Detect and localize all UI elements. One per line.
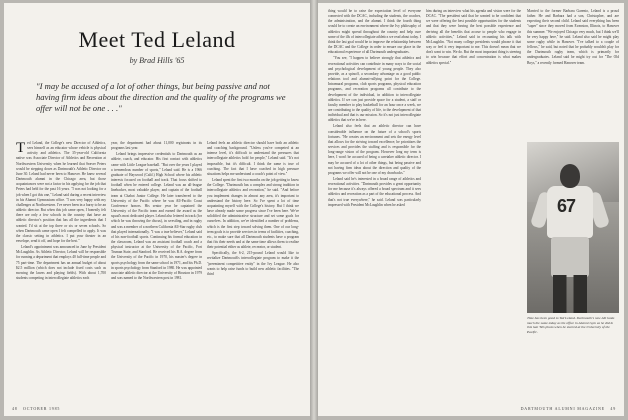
left-column-2 — [111, 141, 202, 404]
right-footer — [521, 406, 616, 411]
right-column-1 — [328, 9, 421, 404]
football-player-photo — [527, 142, 619, 313]
right-column-2 — [426, 9, 521, 404]
right-page — [318, 3, 624, 416]
right-column-3 — [527, 9, 619, 137]
page-number: 49 — [610, 406, 616, 411]
left-column-1 — [16, 141, 106, 404]
paragraph: "You see, "I happen to believe strongly that athletics and recreational activities can contribute in many ways to the social and psychological development of young people. They also provide, as a spinoff, a secondary advantage as a good public relations tool and alumni-rallying point for the College. Intramural programs, club sports programs, physical education programs, and recreation programs all contribute to the development of the individual, in addition to intercollegiate athletics. If we can just provide space for a student, a staff or faculty member to play basketball for an hour once a week, we are contributing to the quality of life, to the development of that individual and that is our mission. So it's not just intercollegiate athletics that we're in here. — [328, 56, 421, 123]
pull-quote: "I may be accused of a lot of other things, but being passive and not having firm ideas about the direction and the quality of the programs we offer will not be one . . ." — [36, 81, 286, 113]
drop-cap: T — [16, 141, 26, 156]
paragraph: Married to the former Barbara Garenio, Leland is a proud father. He and Barbara had a son, Christopher, and are expecting their second child. Leland said everything has been "super" since they moved from Evanston, Illinois, to Hanover this summer. "We enjoyed Chicago very much, but I think we'll be very happy here," he said. Leland also said he might play some rugby while in Hanover. "I've talked to a couple of fellows," he said, but noted that he probably wouldn't play for the Dartmouth rugby team, which is primarily for undergraduates. Leland said he might try out for "The Old Boys," a recently formed Hanover team. — [527, 9, 619, 65]
paragraph: him during an interview what his agenda and vision were for the DCAC. "The president said that he wanted to be confident that we were offering the best possible opportunities for the students and that they were having the best possible experience and deriving all the benefits that accrue to people who engage in athletic activities," Leland said in recounting his talk with McLaughlin. "Not many college presidents would phrase it that way or feel it very important to me. This doesn't mean that we don't want to win. We do. But the most important thing is steering to win because that effort and concentration is what makes athletics special." — [426, 9, 521, 65]
paragraph: year, the department had about 11,000 registrants in its programs last year. — [111, 141, 202, 151]
paragraph: Leland also feels that an athletic director can have considerable influence on the future of a school's sports fortunes. "He creates an environment and sets the energy level that allows for the striving toward excellence; he prioritizes the services and provides the staffing and is responsible for the long-range vision of the program. However long my term is here, I won't be accused of being a caretaker athletic director. I may be accused of a lot of other things, but being passive and not having firm ideas about the direction and quality of the programs we offer will not be one of my drawbacks." — [328, 124, 421, 175]
article-title: Meet Ted Leland — [78, 27, 236, 52]
issue-date: OCTOBER 1985 — [23, 406, 61, 411]
spine-gutter — [310, 0, 318, 420]
paragraph: Leland spent the first two months on the job getting to know the College. "Dartmouth has a complex and strong tradition in intercollegiate athletics and recreation," he said. "And before you implement changes in almost any area, it's important to understand the history here. So I've spent a lot of time acquainting myself with the College's history. But I think we have already made some progress since I've been here. We've solidified the administrative structure and set some goals for ourselves. In addition, we've identified a number of problems, which is the first step toward solving them. One of our long-term goals is to provide services in terms of facilities, coaching, etc., to make sure that all Dartmouth students have a program that fits their needs and at the same time allows them to realize their potential either as athlete, recreator, or student. — [207, 178, 299, 250]
page-number: 48 — [12, 406, 18, 411]
player-pants — [551, 237, 589, 277]
paragraph — [16, 141, 106, 244]
left-column-3 — [207, 141, 299, 404]
article-byline: by Brad Hills '65 — [129, 56, 185, 65]
jersey-number: 67 — [557, 196, 576, 216]
paragraph: Leland brings impressive credentials to Dartmouth as an athlete, coach, and educator. His first contact with athletics came with Little League baseball. "But over the years I played a tremendous number of sports," Leland said. He is a 1966 graduate of Haywood (Calif.) High School where his athletic interests focused on football and track. That focus shifted to football when he entered college. Leland was an all-league linebacker, most valuable player, and captain of the football team at Chabot Junior College. He later transferred to the University of the Pacific where he was All-Pacific Coast Conference honors. His senior year he captained the University of the Pacific team and earned the award as the squad's most dedicated player. Leland also lettered in track (for which he was throwing the discus), in wrestling, and in rugby and was a member of a northern California All-Star rugby club that played internationally. "I was a true believer," Leland said of his non-football sports. Continuing his formal education in the classroom, Leland was an assistant football coach and a physical instructor at the University of the Pacific, Fort Truman State, and Stanford. He received his B.A. degree from the University of the Pacific in 1970, his master's degree in sports psychology from the same school in 1971, and his Ph.D. in sports psychology from Stanford in 1980. He was appointed associate athletic director at the University of Houston in 1979 and was named to the Northwestern post in 1981. — [111, 152, 202, 281]
paragraph: Leland's appointment was announced in June by President McLaughlin. As Athletic Director, Leland will be responsible for running a department that employs 40 full-time people and 75 part-time. The department has an annual budget of about $2.5 million (which does not include fixed costs such as mowing the lawns and playing fields). With about 1,700 students competing in intercollegiate athletics each — [16, 245, 106, 281]
paragraph: thing would be to raise the expectation level of everyone connected with the DCAC, including the students, the coaches, the administration, and the alumni. I think the fourth thing would be to create an environment where the Ivy philosophy of athletics might spread throughout the country and help cure some of the ills of intercollegiate athletics we read about today. I think the last goal would be to improve the relationship between the DCAC and the College in order to ensure our place in the educational experience of all Dartmouth undergraduates. — [328, 9, 421, 55]
paragraph: Specifically, the 6-2, 215-pound Leland would like to revitalize Dartmouth's intercollegiate program to make it the "preeminent competitive entity" in the Ivy League. He also wants to help raise funds to build new athletic facilities. "The third — [207, 251, 299, 276]
player-head — [560, 164, 580, 188]
paragraph: Leland said he's interested in a broad range of athletics and recreational activities. "Dartmouth provides a great opportunity for me because it's always offered a broad spectrum and it sees athletics and recreation as a part of the educational process. And that's not true everywhere," he said. Leland was particularly impressed with President McLaughlin when he asked — [328, 177, 421, 207]
paragraph: Leland feels an athletic director should have both an athletic and coaching background. "Unless you've competed at an intense level, it's difficult to understand the pressures that intercollegiate athletics hold for people," Leland said. "It's not impossible, but it's difficult. I think the same is true of coaching. The fact that I have coached in high pressure situations helps me understand a coach's point of view." — [207, 141, 299, 176]
player-legs — [553, 275, 587, 313]
left-page — [4, 3, 310, 416]
magazine-name: DARTMOUTH ALUMNI MAGAZINE — [520, 406, 605, 411]
photo-caption: Time has been good to Ted Leland. Dartmouth's new AD looks much the same today as his office in Alumni Gym as he did in this late '60s photo when he starred at the University of the Pacific. — [527, 316, 615, 334]
left-footer — [12, 406, 60, 411]
paragraph-text: ed Leland, the College's new Director of Athletics, sees himself as an educator whose vehicle is physical activity and athletics. The 35-year-old California native was Associate Director of Athletics and Recreation at Northwestern University when he learned that Seaver Peters would be stepping down as Dartmouth's Athletic Director on June 30. Leland had never been to Hanover. He knew several Dartmouth alumni in the Chicago area, but those acquaintances were not a factor in his applying for the job that Peters had held for the past 16 years. "I was not looking for a job when I got this one," Leland said during a recent interview in his Alumni Gymnasium office. "I was very happy with my challenges at Northwestern. I've never been in a hurry to be an athletic director. But when this job came open, I honestly felt there are only a few schools in the country that have an athletic director's position that has all the ingredients that I wanted. I'd sit at the top three or six or seven schools. So when Dartmouth came open I felt compelled to apply. It was the classic setting in athletics. I put your theater in an envelope, send it off, and hope for the best." — [16, 141, 106, 243]
